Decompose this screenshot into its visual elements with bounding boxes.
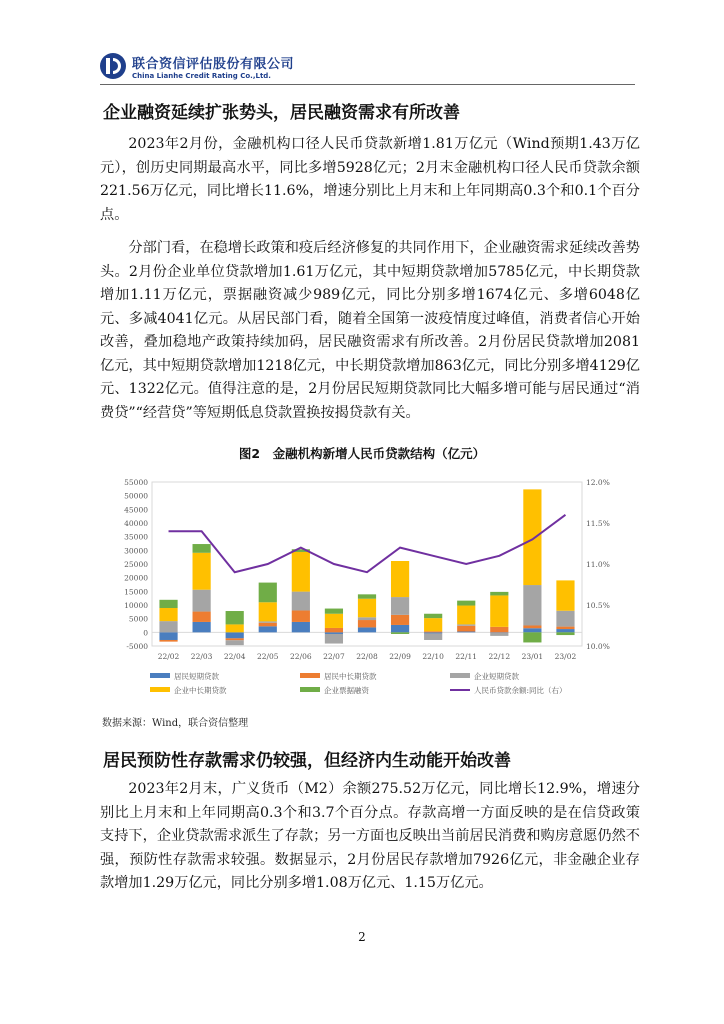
bar-segment [457, 626, 475, 632]
legend-swatch [150, 673, 170, 678]
y-right-tick-label: 11.5% [586, 519, 610, 528]
y-right-tick-label: 10.5% [586, 601, 610, 610]
header-divider [100, 84, 635, 85]
loan-structure-chart [100, 470, 630, 708]
y-right-tick-label: 11.0% [586, 560, 610, 569]
bar-segment [391, 625, 409, 632]
y-left-tick-label: 35000 [124, 532, 148, 542]
y-left-tick-label: 10000 [124, 601, 148, 610]
y-left-tick-label: 0 [143, 628, 148, 638]
bar-segment [523, 628, 541, 632]
section1-paragraph-1: 2023年2月份，金融机构口径人民币贷款新增1.81万亿元（Wind预期1.43万亿元），创历史同期最高水平，同比多增5928亿元；2月末金融机构口径人民币贷款余额221.56万亿元，同比增长11.6%，增速分别比上月末和上年同期高0.3个和0.1个百分点。 [100, 136, 640, 223]
section2-paragraph-1: 2023年2月末，广义货币（M2）余额275.52万亿元，同比增长12.9%，增速分别比上月末和上年同期高0.3个和3.7个百分点。存款高增一方面反映的是在信贷政策支持下，企业贷款需求派生了存款；另一方面也反映出当前居民消费和购房意愿仍然不强，预防性存款需求较强。数据显示，2月份居民存款增加7926亿元，非金融企业存款增加1.29万亿元，同比分别多增1.08万亿元、1.15万亿元。 [100, 781, 640, 891]
legend-label: 企业短期贷款 [474, 672, 519, 681]
bar-segment [457, 606, 475, 625]
x-tick-label: 22/10 [422, 652, 444, 661]
bar-segment [424, 632, 442, 633]
y-right-tick-label: 12.0% [586, 478, 610, 487]
bar-segment [358, 599, 376, 618]
bar-segment [292, 592, 310, 611]
bar-segment [159, 621, 177, 632]
x-tick-label: 23/01 [521, 652, 544, 661]
x-tick-label: 22/02 [157, 652, 180, 661]
bar-segment [358, 617, 376, 620]
bar-segment [556, 611, 574, 627]
bar-segment [523, 489, 541, 585]
legend-label: 居民短期贷款 [174, 672, 219, 681]
bar-segment [292, 552, 310, 592]
figure-title: 图2 金融机构新增人民币贷款结构（亿元） [238, 446, 486, 461]
x-tick-label: 22/07 [323, 652, 345, 661]
bar-segment [556, 580, 574, 610]
bar-segment [292, 622, 310, 632]
y-left-tick-label: -5000 [126, 642, 148, 651]
x-tick-label: 23/02 [554, 652, 577, 661]
legend-swatch [300, 687, 320, 692]
x-tick-label: 22/03 [190, 652, 213, 661]
bar-segment [556, 632, 574, 635]
bar-segment [226, 638, 244, 640]
bar-segment [159, 608, 177, 621]
x-tick-label: 22/12 [488, 652, 511, 661]
bar-segment [424, 614, 442, 618]
x-tick-label: 22/09 [389, 652, 411, 661]
y-left-tick-label: 50000 [124, 491, 148, 501]
y-left-tick-label: 15000 [124, 587, 148, 597]
company-name-cn: 联合资信评估股份有限公司 [132, 56, 295, 72]
bar-segment [490, 595, 508, 626]
bar-segment [523, 626, 541, 629]
bar-segment [259, 583, 277, 603]
bar-segment [193, 590, 211, 612]
bar-segment [159, 640, 177, 642]
bar-segment [325, 628, 343, 632]
bar-segment [226, 640, 244, 645]
bar-segment [159, 632, 177, 640]
bar-segment [259, 623, 277, 627]
legend-label: 人民币贷款余额:同比（右） [474, 686, 567, 695]
company-name-en: China Lianhe Credit Rating Co.,Ltd. [132, 71, 271, 80]
section1-heading: 企业融资延续扩张势头，居民融资需求有所改善 [103, 103, 460, 123]
bar-segment [259, 621, 277, 622]
legend-label: 企业中长期贷款 [174, 686, 227, 695]
legend-label: 居民中长期贷款 [324, 672, 377, 681]
bar-segment [193, 544, 211, 553]
bar-segment [457, 601, 475, 606]
y-left-tick-label: 25000 [124, 560, 148, 569]
bar-segment [391, 561, 409, 597]
page-number: 2 [358, 930, 366, 944]
bar-segment [259, 626, 277, 632]
bar-segment [358, 627, 376, 632]
bar-segment [358, 594, 376, 598]
bar-segment [325, 609, 343, 614]
bar-segment [424, 618, 442, 631]
y-left-tick-label: 55000 [124, 478, 148, 487]
bar-segment [226, 611, 244, 624]
section1-paragraph-2: 分部门看，在稳增长政策和疫后经济修复的共同作用下，企业融资需求延续改善势头。2月份企业单位贷款增加1.61万亿元，其中短期贷款增加5785亿元，中长期贷款增加1.11万亿元，票据融资减少989亿元，同比分别多增1674亿元、多增6048亿元、多减4041亿元。从居民部门看，随着全国第一波疫情度过峰值，消费者信心开始改善，叠加稳地产政策持续加码，居民融资需求有所改善。2月份居民贷款增加2081亿元，其中短期贷款增加1218亿元，中长期贷款增加863亿元，同比分别多增4129亿元、1322亿元。值得注意的是，2月份居民短期贷款同比大幅多增可能与居民通过“消费贷”“经营贷”等短期低息贷款置换按揭贷款有关。 [100, 240, 640, 421]
bar-segment [424, 633, 442, 640]
y-left-tick-label: 30000 [124, 546, 148, 556]
bar-segment [325, 632, 343, 634]
x-tick-label: 22/06 [290, 652, 312, 661]
bar-segment [193, 553, 211, 590]
company-header [100, 46, 294, 86]
bar-segment [259, 602, 277, 621]
legend-swatch [450, 673, 470, 678]
bar-segment [523, 632, 541, 642]
bar-segment [490, 633, 508, 636]
bar-segment [556, 629, 574, 632]
bar-segment [391, 615, 409, 625]
x-tick-label: 22/05 [256, 652, 279, 661]
bar-segment [391, 597, 409, 615]
loan-yoy-line [169, 515, 566, 572]
bar-segment [457, 632, 475, 633]
legend-label: 企业票据融资 [324, 686, 369, 695]
bar-segment [226, 624, 244, 632]
bar-segment [490, 627, 508, 632]
bar-segment [325, 634, 343, 644]
bar-segment [523, 585, 541, 625]
bar-segment [490, 632, 508, 633]
y-right-tick-label: 10.0% [586, 642, 610, 651]
bar-segment [391, 632, 409, 634]
figure-source: 数据来源：Wind，联合资信整理 [102, 718, 249, 729]
bar-segment [424, 631, 442, 632]
bar-segment [556, 627, 574, 629]
y-left-tick-label: 5000 [128, 614, 148, 624]
bar-segment [325, 614, 343, 628]
section2-heading: 居民预防性存款需求仍较强，但经济内生动能开始改善 [103, 751, 511, 771]
bar-segment [159, 600, 177, 608]
bar-segment [226, 632, 244, 638]
bar-segment [457, 624, 475, 625]
y-left-tick-label: 20000 [124, 573, 148, 583]
bar-segment [490, 592, 508, 596]
bar-segment [193, 612, 211, 622]
x-tick-label: 22/08 [356, 652, 378, 661]
bar-segment [358, 620, 376, 627]
company-logo-icon [100, 53, 126, 79]
y-left-tick-label: 45000 [124, 505, 148, 515]
x-tick-label: 22/04 [223, 652, 246, 661]
x-tick-label: 22/11 [455, 652, 478, 661]
bar-segment [292, 610, 310, 621]
y-left-tick-label: 40000 [124, 519, 148, 528]
legend-swatch [300, 673, 320, 678]
legend-swatch [150, 687, 170, 692]
bar-segment [193, 622, 211, 632]
